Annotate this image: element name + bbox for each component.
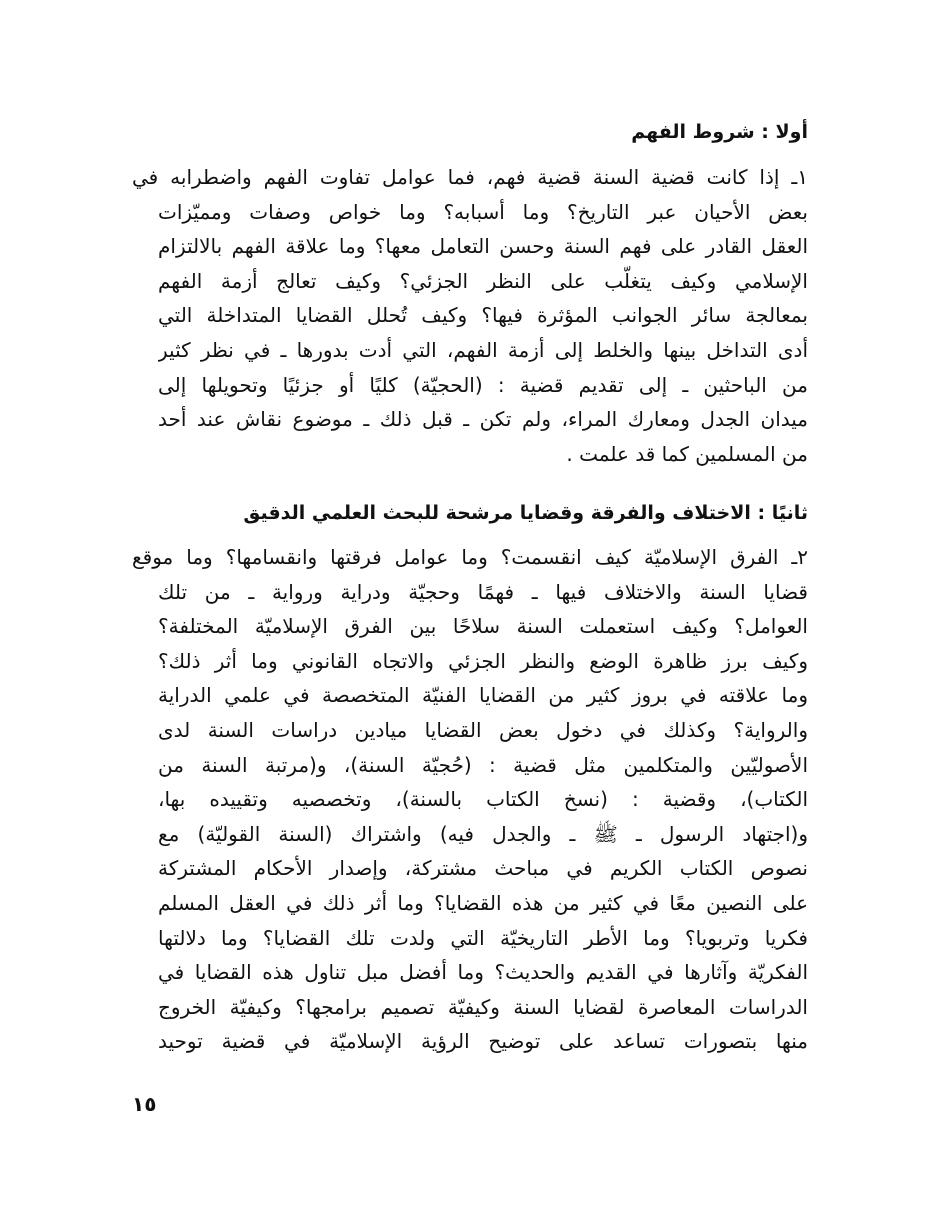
page-number: ١٥ (132, 1092, 157, 1116)
paragraph-2-line: وما علاقته في بروز كثير من القضايا الفنيّة المتخصصة في علمي الدراية (158, 683, 808, 708)
paragraph-2-line: الكتاب)، وقضية : (نسخ الكتاب بالسنة)، وتخصصيه وتقييده بها، (158, 787, 808, 812)
paragraph-1-line: العقل القادر على فهم السنة وحسن التعامل معها؟ وما علاقة الفهم بالالتزام (158, 234, 808, 259)
paragraph-2-line: ٢ـ الفرق الإسلاميّة كيف انقسمت؟ وما عوامل فرقتها وانقسامها؟ وما موقع (132, 545, 808, 569)
paragraph-2-line: و(اجتهاد الرسول ـ ﷺ ـ والجدل فيه) واشتراك (السنة القوليّة) مع (158, 821, 808, 846)
paragraph-2-line: والرواية؟ وكذلك في دخول بعض القضايا ميادين دراسات السنة لدى (158, 717, 808, 742)
paragraph-1 (132, 160, 808, 471)
paragraph-2-line: نصوص الكتاب الكريم في مباحث مشتركة، وإصدار الأحكام المشتركة (158, 856, 808, 881)
paragraph-1-line: بعض الأحيان عبر التاريخ؟ وما أسبابه؟ وما خواص وصفات ومميّزات (158, 199, 808, 224)
paragraph-1-line: بمعالجة سائر الجوانب المؤثرة فيها؟ وكيف تُحلل القضايا المتداخلة التي (158, 303, 808, 328)
paragraph-2 (132, 540, 808, 1059)
paragraph-2-line: فكريا وتربويا؟ وما الأطر التاريخيّة التي ولدت تلك القضايا؟ وما دلالتها (158, 925, 808, 950)
paragraph-1-line: من المسلمين كما قد علمت . (566, 441, 808, 466)
paragraph-2-line: الأصوليّين والمتكلمين مثل قضية : (حُجيّة السنة)، و(مرتبة السنة من (158, 752, 808, 777)
paragraph-1-line: أدى التداخل بينها والخلط إلى أزمة الفهم، التي أدت بدورها ـ في نظر كثير (158, 337, 808, 362)
section-heading-disagreement-and-division: ثانيًا : الاختلاف والفرقة وقضايا مرشحة للبحث العلمي الدقيق (243, 502, 808, 524)
paragraph-2-line: على النصين معًا في كثير من هذه القضايا؟ وما أثر ذلك في العقل المسلم (158, 890, 808, 915)
paragraph-2-line: الفكريّة وآثارها في القديم والحديث؟ وما أفضل مبل تناول هذه القضايا في (158, 960, 808, 985)
paragraph-2-line: قضايا السنة والاختلاف فيها ـ فهمًا وحجيّة ودراية ورواية ـ من تلك (158, 579, 808, 604)
section-heading-conditions-of-understanding: أولا : شروط الفهم (631, 121, 808, 143)
paragraph-1-line: ميدان الجدل ومعارك المراء، ولم تكن ـ قبل ذلك ـ موضوع نقاش عند أحد (158, 407, 808, 432)
paragraph-1-line: الإسلامي وكيف يتغلّب على النظر الجزئي؟ وكيف تعالج أزمة الفهم (158, 268, 808, 293)
paragraph-1-line: ١ـ إذا كانت قضية السنة قضية فهم، فما عوامل تفاوت الفهم واضطرابه في (132, 165, 808, 189)
paragraph-2-line: الدراسات المعاصرة لقضايا السنة وكيفيّة تصميم برامجها؟ وكيفيّة الخروج (158, 994, 808, 1019)
paragraph-2-line: منها بتصورات تساعد على توضيح الرؤية الإسلاميّة في قضية توحيد (158, 1029, 808, 1054)
paragraph-1-line: من الباحثين ـ إلى تقديم قضية : (الحجيّة) كليًا أو جزئيًا وتحويلها إلى (158, 372, 808, 397)
paragraph-2-line: العوامل؟ وكيف استعملت السنة سلاحًا بين الفرق الإسلاميّة المختلفة؟ (158, 614, 808, 639)
paragraph-2-line: وكيف برز ظاهرة الوضع والنظر الجزئي والاتجاه القانوني وما أثر ذلك؟ (158, 648, 808, 673)
